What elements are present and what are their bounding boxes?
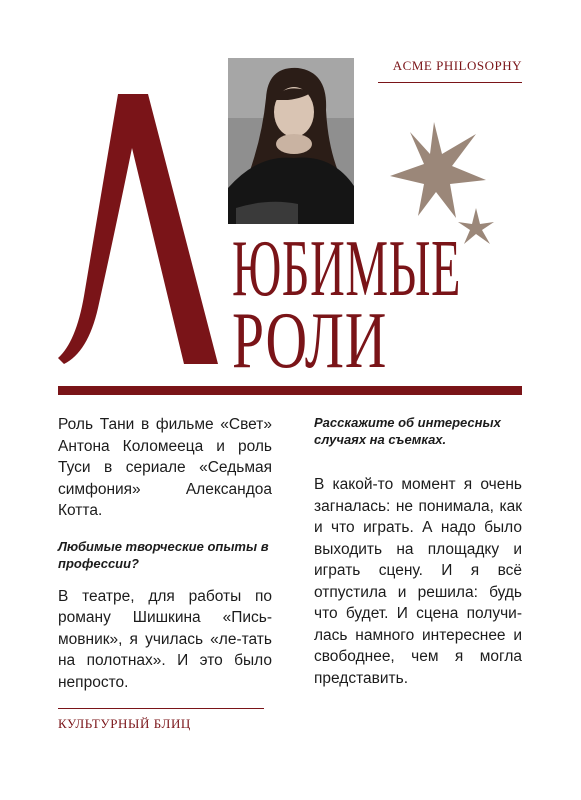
question-favorite-experience: Любимые творческие опыты в профессии? <box>58 538 269 571</box>
brand-label: ACME PHILOSOPHY <box>392 58 522 73</box>
small-star-icon <box>458 208 494 244</box>
section-label: КУЛЬТУРНЫЙ БЛИЦ <box>58 716 191 731</box>
answer-interesting-cases: В какой-то момент я очень загналась: не понимала, как и что играть. А надо было выходить на площадку и играть сцену. И я всё отпустила и решила: будь что будет. И сцена получи-лась намного интереснее и свободнее, чем я могла представить. <box>314 476 522 687</box>
title-line-2: РОЛИ <box>232 297 388 385</box>
large-star-icon <box>390 122 486 218</box>
answer-favorite-experience: В театре, для работы по роману Шишкина «Пись-мовник», я училась «ле-тать на полотнах». И это было непросто. <box>58 587 272 691</box>
right-column <box>314 414 522 689</box>
intro-paragraph: Роль Тани в фильме «Свет» Антона Коломееца и роль Туси в сериале «Седьмая симфония» Александоа Котта. <box>58 416 272 519</box>
footer-divider <box>58 708 264 709</box>
title-divider <box>58 386 522 395</box>
left-column <box>58 414 272 693</box>
title-line-1: ЮБИМЫЕ <box>232 225 462 313</box>
brand-divider <box>378 82 522 83</box>
question-interesting-cases: Расскажите об интересных случаях на съемках. <box>314 415 501 447</box>
title-initial-letter <box>58 86 258 376</box>
